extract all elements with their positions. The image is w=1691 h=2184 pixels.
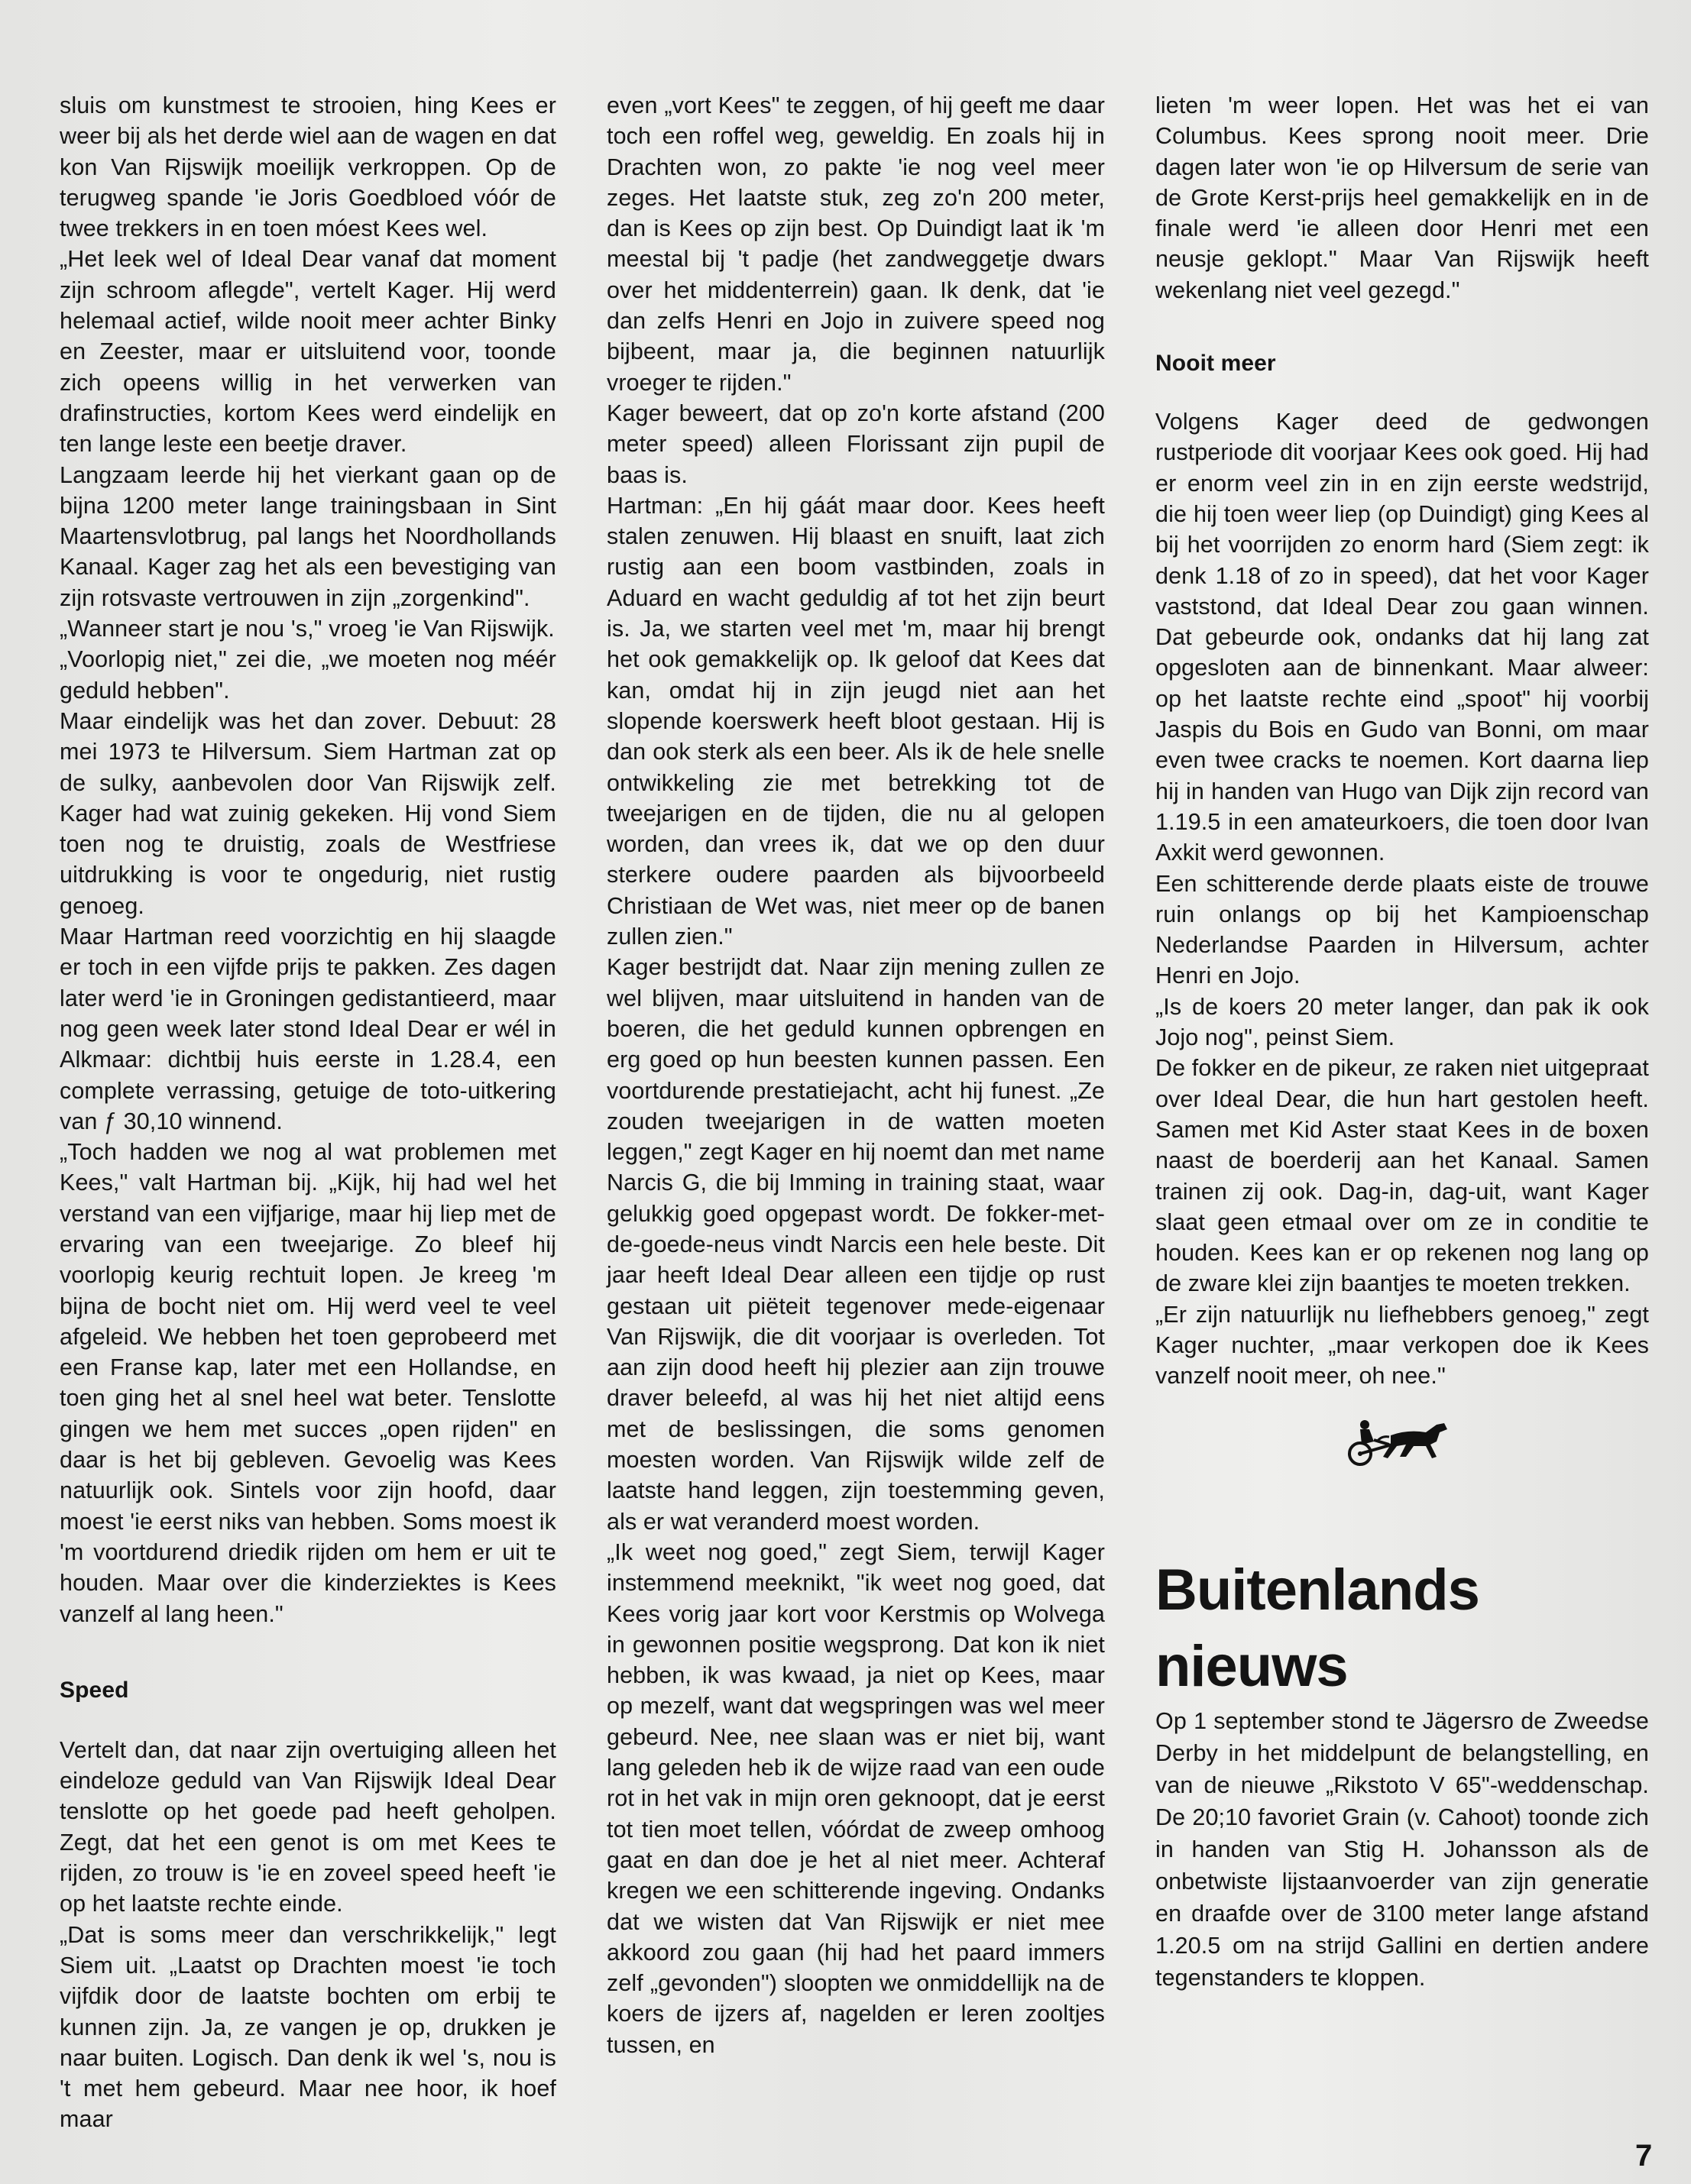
section-title-line-1: Buitenlands [1155, 1557, 1479, 1623]
trotter-sulky-icon [1346, 1419, 1461, 1467]
paragraph: „Is de koers 20 meter langer, dan pak ik ook Jojo nog", peinst Siem. [1155, 993, 1649, 1051]
paragraph: „Ik weet nog goed," zegt Siem, terwijl Kager instemmend meeknikt, "ik weet nog goed, dat Kees vorig jaar kort voor Kerstmis op Wolvega in gewonnen positie wegsprong. Dat kon ik niet hebben, ik was kwaad, ja niet op Kees, maar op mezelf, want dat wegspringen was wel meer gebeurd. Nee, nee slaan was er niet bij, want lang geleden heb ik de wijze raad van een oude rot in het vak in mijn oren geknoopt, dat je eerst tot tien moet tellen, vóórdat de zweep omhoog gaat en dan doe je het al niet meer. Achteraf kregen we een schitterende ingeving. Ondanks dat we wisten dat Van Rijswijk er niet mee akkoord zou gaan (hij had het paard immers zelf „gevonden") sloopten we onmiddellijk na de koers de ijzers af, nagelden er leren zooltjes tussen, en [607, 1539, 1105, 2058]
article-column-1 [60, 90, 556, 2135]
paragraph: even „vort Kees" te zeggen, of hij geeft me daar toch een roffel weg, geweldig. En zoals hij in Drachten won, zo pakte 'ie nog veel meer zeges. Het laatste stuk, zeg zo'n 200 meter, dan is Kees op zijn best. Op Duindigt laat ik 'm meestal bij 't padje (het zandweggetje dwars over het middenterrein) gaan. Ik denk, dat 'ie dan zelfs Henri en Jojo in zuivere speed nog bijbeent, maar ja, die beginnen natuurlijk vroeger te rijden." [607, 92, 1105, 396]
separator [1155, 1392, 1649, 1552]
paragraph: „Dat is soms meer dan verschrikkelijk," legt Siem uit. „Laatst op Drachten moest 'ie toch vijfdik door de laatste bochten om erbij te kunnen zijn. Ja, ze vangen je op, drukken je naar buiten. Logisch. Dan denk ik wel 's, nou is 't met hem gebeurd. Maar nee hoor, ik hoef maar [60, 1921, 556, 2133]
section-title-line-2: nieuws [1155, 1633, 1348, 1699]
article-column-2 [607, 90, 1105, 2060]
subheading-nooit-meer: Nooit meer [1155, 351, 1276, 377]
paragraph: Hartman: „En hij gáát maar door. Kees heeft stalen zenuwen. Hij blaast en snuift, laat zich rustig aan een boom vastbinden, zoals in Aduard en wacht geduldig af tot het zijn beurt is. Ja, we starten veel met 'm, maar hij brengt het ook gemakkelijk op. Ik geloof dat Kees dat kan, omdat hij in zijn jeugd niet aan het slopende koerswerk heeft bloot gestaan. Hij is dan ook sterk als een beer. Als ik de hele snelle ontwikkeling zie met betrekking tot de tweejarigen en de tijden, die nu al gelopen worden, dan vrees ik, dat we op den duur sterkere oudere paarden als bijvoorbeeld Christiaan de Wet was, niet meer op de banen zullen zien." [607, 492, 1105, 950]
paragraph: Kager beweert, dat op zo'n korte afstand (200 meter speed) alleen Florissant zijn pupil de baas is. [607, 400, 1105, 488]
paragraph: lieten 'm weer lopen. Het was het ei van Columbus. Kees sprong nooit meer. Drie dagen later won 'ie op Hilversum de serie van de Grote Kerst-prijs heel gemakkelijk en in de finale werd 'ie alleen door Henri met een neusje geklopt." Maar Van Rijswijk heeft wekenlang niet veel gezegd." [1155, 92, 1649, 303]
subheading-speed: Speed [60, 1677, 129, 1703]
paragraph: „Toch hadden we nog al wat problemen met Kees," valt Hartman bij. „Kijk, hij had wel het verstand van een vijfjarige, maar hij liep met de ervaring van een tweejarige. Zo bleef hij voorlopig keurig rechtuit lopen. Je kreeg 'm bijna de bocht niet om. Hij werd veel te veel afgeleid. We hebben het toen geprobeerd met een Franse kap, later met een Hollandse, en toen ging het al snel heel wat beter. Tenslotte gingen we hem met succes „open rijden" en daar is het bij gebleven. Gevoelig was Kees natuurlijk ook. Sintels voor zijn hoofd, daar moest 'ie eerst niks van hebben. Soms moest ik 'm voortdurend driedik rijden om hem er uit te houden. Maar over die kinderziektes is Kees vanzelf al lang heen." [60, 1139, 556, 1627]
paragraph: Maar eindelijk was het dan zover. Debuut: 28 mei 1973 te Hilversum. Siem Hartman zat op de sulky, aanbevolen door Van Rijswijk zelf. Kager had wat zuinig gekeken. Hij vond Siem toen nog te druistig, zoals de Westfriese uitdrukking is voor te ongedurig, niet rustig genoeg. [60, 707, 556, 919]
paragraph: „Voorlopig niet," zei die, „we moeten nog méér geduld hebben". [60, 646, 556, 704]
paragraph: „Het leek wel of Ideal Dear vanaf dat moment zijn schroom aflegde", vertelt Kager. Hij werd helemaal actief, wilde nooit meer achter Binky en Zeester, maar er uitsluitend voor, toonde zich opeens willig in het verwerken van drafinstructies, kortom Kees werd eindelijk en ten lange leste een beetje draver. [60, 246, 556, 458]
section-title [1155, 1552, 1649, 1705]
paragraph: Kager bestrijdt dat. Naar zijn mening zullen ze wel blijven, maar uitsluitend in handen van de boeren, die het geduld kunnen opbrengen en erg goed op hun beesten kunnen passen. Een voortdurende prestatiejacht, acht hij funest. „Ze zouden tweejarigen in de watten moeten leggen," zegt Kager en hij noemt dan met name Narcis G, die bij Imming in training staat, waar gelukkig goed opgepast wordt. De fokker-met-de-goede-neus vindt Narcis een hele beste. Dit jaar heeft Ideal Dear alleen een tijdje op rust gestaan uit piëteit tegenover mede-eigenaar Van Rijswijk, die dit voorjaar is overleden. Tot aan zijn dood heeft hij plezier aan zijn trouwe draver beleefd, al was hij het niet altijd eens met de beslissingen, die soms genomen moesten worden. Van Rijswijk wilde zelf de laatste hand leggen, zijn toestemming geven, als er wat veranderd moest worden. [607, 954, 1105, 1535]
paragraph: „Er zijn natuurlijk nu liefhebbers genoeg," zegt Kager nuchter, „maar verkopen doe ik Kees vanzelf nooit meer, oh nee." [1155, 1301, 1649, 1390]
paragraph: Langzaam leerde hij het vierkant gaan op de bijna 1200 meter lange trainingsbaan in Sint Maartensvlotbrug, pal langs het Noordhollands Kanaal. Kager zag het als een bevestiging van zijn rotsvaste vertrouwen in zijn „zorgenkind". [60, 461, 556, 611]
paragraph: Volgens Kager deed de gedwongen rustperiode dit voorjaar Kees ook goed. Hij had er enorm veel zin in en zijn eerste wedstrijd, die hij toen weer liep (op Duindigt) ging Kees al bij het voorrijden zo enorm hard (Siem zegt: ik denk 1.18 of zo in speed), dat het voor Kager vaststond, dat Ideal Dear zou gaan winnen. Dat gebeurde ook, ondanks dat hij lang zat opgesloten aan de binnenkant. Maar alweer: op het laatste rechte eind „spoot" hij voorbij Jaspis du Bois en Gudo van Bonni, om maar even twee cracks te noemen. Kort daarna liep hij in handen van Hugo van Dijk zijn record van 1.19.5 in een amateurkoers, die toen door Ivan Axkit werd gewonnen. [1155, 409, 1649, 866]
news-paragraph: Op 1 september stond te Jägersro de Zweedse Derby in het middelpunt de belangstelling, en van de nieuwe „Rikstoto V 65"-weddenschap. De 20;10 favoriet Grain (v. Cahoot) toonde zich in handen van Stig H. Johansson als de onbetwiste lijstaanvoerder van zijn generatie en draafde over de 3100 meter lange afstand 1.20.5 om na strijd Gallini en dertien andere tegenstanders te kloppen. [1155, 1707, 1649, 1991]
paragraph: Vertelt dan, dat naar zijn overtuiging alleen het eindeloze geduld van Van Rijswijk Ideal Dear tenslotte op het goede pad heeft geholpen. Zegt, dat het een genot is om met Kees te rijden, zo trouw is 'ie en zoveel speed heeft 'ie op het laatste rechte einde. [60, 1736, 556, 1917]
paragraph: Een schitterende derde plaats eiste de trouwe ruin onlangs op bij het Kampioenschap Nederlandse Paarden in Hilversum, achter Henri en Jojo. [1155, 870, 1649, 989]
paragraph: Maar Hartman reed voorzichtig en hij slaagde er toch in een vijfde prijs te pakken. Zes dagen later werd 'ie in Groningen gedistantieerd, maar nog geen week later stond Ideal Dear er wél in Alkmaar: dichtbij huis eerste in 1.28.4, een complete verrassing, getuige de toto-uitkering van ƒ 30,10 winnend. [60, 924, 556, 1134]
paragraph: sluis om kunstmest te strooien, hing Kees er weer bij als het derde wiel aan de wagen en dat kon Van Rijswijk moeilijk verkroppen. Op de terugweg spande 'ie Joris Goedbloed vóór de twee trekkers in en toen móest Kees wel. [60, 92, 556, 242]
page-number: 7 [1635, 2139, 1653, 2173]
paragraph: „Wanneer start je nou 's," vroeg 'ie Van Rijswijk. [60, 616, 555, 642]
article-column-3 [1155, 90, 1649, 1994]
paragraph: De fokker en de pikeur, ze raken niet uitgepraat over Ideal Dear, die hun hart gestolen heeft. Samen met Kid Aster staat Kees in de boxen naast de boerderij aan het Kanaal. Samen trainen zij ook. Dag-in, dag-uit, want Kager slaat geen etmaal over om ze in conditie te houden. Kees kan er op rekenen nog lang op de zware klei zijn baantjes te moeten trekken. [1155, 1055, 1649, 1297]
